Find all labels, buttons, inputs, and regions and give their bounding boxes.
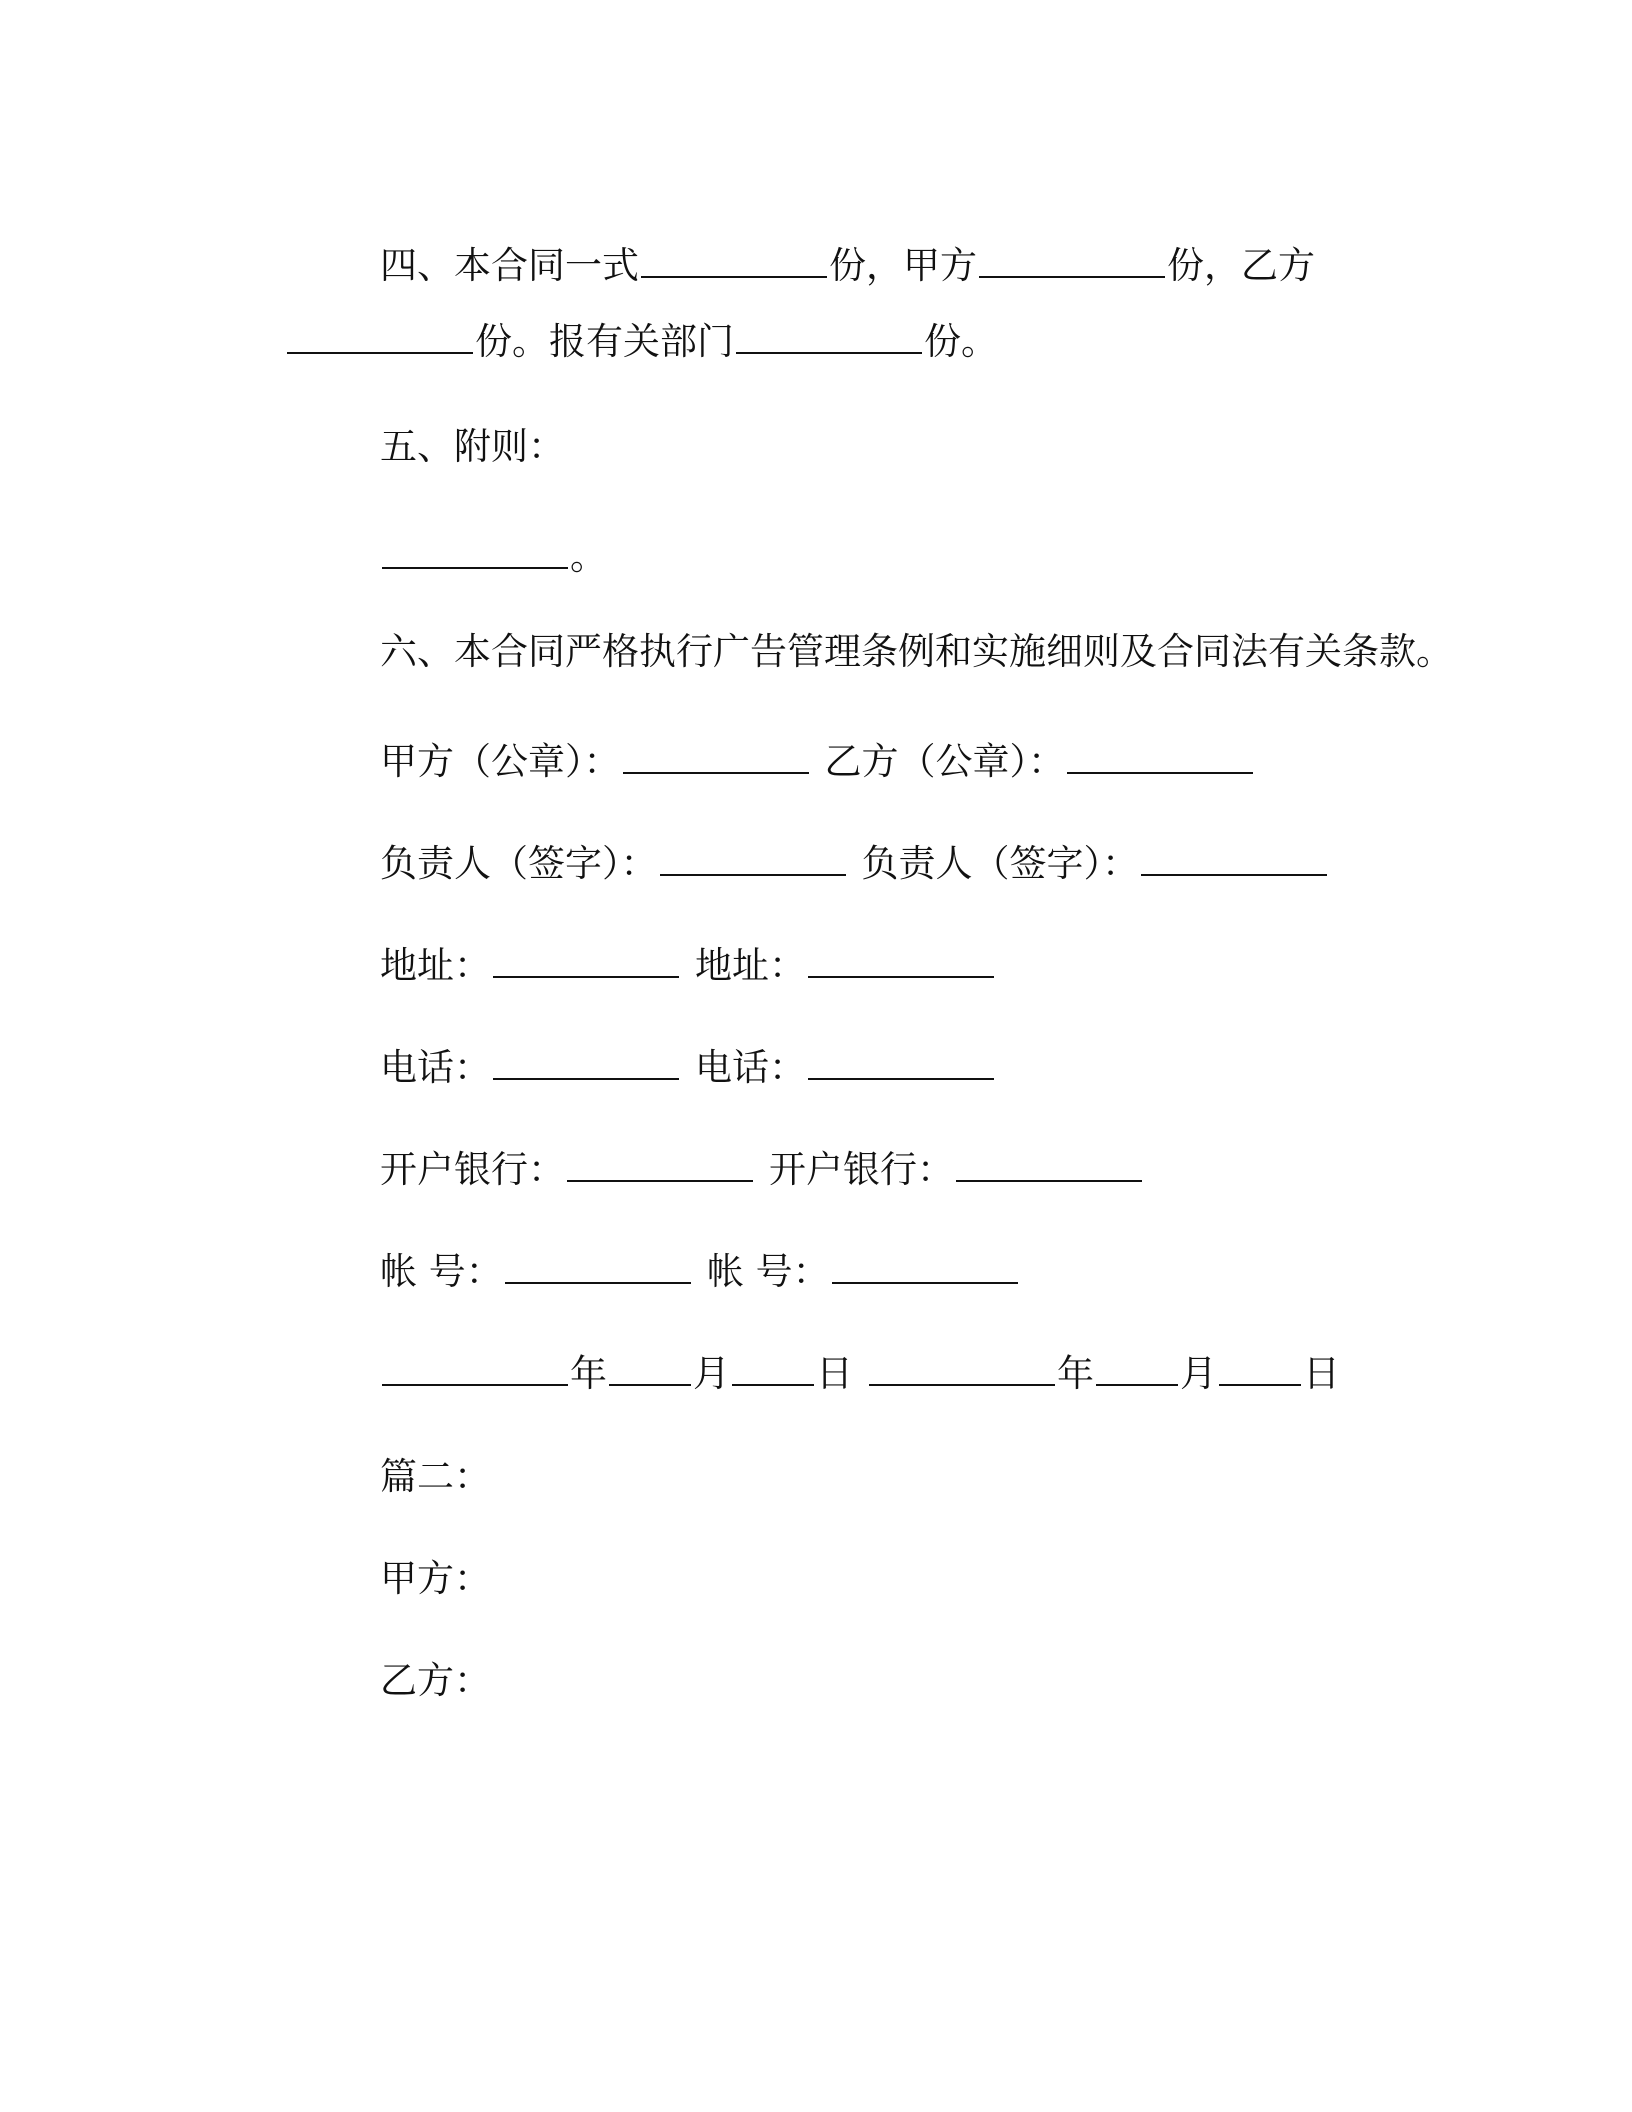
clause4-text: 份。报有关部门 <box>475 320 735 363</box>
party-a-bank-label: 开户银行： <box>380 1148 566 1191</box>
party-a-account-label: 帐 号： <box>380 1250 503 1293</box>
party-b-representative-label: 负责人（签字）： <box>861 842 1140 885</box>
party-b-seal-blank[interactable] <box>1067 742 1253 774</box>
party-a-address-label: 地址： <box>380 944 492 987</box>
party-a-seal-blank[interactable] <box>623 742 809 774</box>
party-a-phone-label: 电话： <box>380 1046 492 1089</box>
party-a-year-blank[interactable] <box>382 1354 568 1386</box>
period-mark: 。 <box>570 535 608 578</box>
party-b-day-blank[interactable] <box>1219 1354 1301 1386</box>
appendix-blank[interactable] <box>382 537 568 569</box>
party-a-representative-label: 负责人（签字）： <box>380 842 658 885</box>
clause4-text: 份。 <box>924 320 999 363</box>
party-b-bank-blank[interactable] <box>956 1150 1142 1182</box>
copies-party-b-blank[interactable] <box>287 322 473 354</box>
party-a-day-blank[interactable] <box>732 1354 814 1386</box>
copies-department-blank[interactable] <box>736 322 922 354</box>
clause6-text: 六、本合同严格执行广告管理条例和实施细则及合同法有关条款。 <box>380 630 1454 673</box>
clause4-text: 四、本合同一式 <box>380 244 640 287</box>
party-b-bank-label: 开户银行： <box>769 1148 955 1191</box>
party-b-address-blank[interactable] <box>808 946 994 978</box>
party-b-representative-blank[interactable] <box>1141 844 1327 876</box>
party-b-phone-label: 电话： <box>695 1046 807 1089</box>
month-label: 月 <box>693 1352 731 1395</box>
part2-heading-text: 篇二： <box>380 1455 492 1498</box>
copies-party-a-blank[interactable] <box>979 246 1165 278</box>
party-a-phone-blank[interactable] <box>493 1048 679 1080</box>
party-b-seal-label: 乙方（公章）： <box>824 740 1066 783</box>
year-label: 年 <box>1057 1352 1095 1395</box>
day-label: 日 <box>816 1352 854 1395</box>
year-label: 年 <box>570 1352 608 1395</box>
part2-party-b-label: 乙方： <box>380 1659 492 1702</box>
party-b-account-blank[interactable] <box>832 1252 1018 1284</box>
party-b-month-blank[interactable] <box>1096 1354 1178 1386</box>
clause4-text: 份，甲方 <box>829 244 978 287</box>
month-label: 月 <box>1180 1352 1218 1395</box>
party-b-address-label: 地址： <box>695 944 807 987</box>
party-a-address-blank[interactable] <box>493 946 679 978</box>
clause5-heading-text: 五、附则： <box>380 425 566 468</box>
party-b-phone-blank[interactable] <box>808 1048 994 1080</box>
clause4-text: 份，乙方 <box>1167 244 1316 287</box>
part2-party-a-label: 甲方： <box>380 1557 492 1600</box>
party-b-account-label: 帐 号： <box>706 1250 830 1293</box>
party-a-seal-label: 甲方（公章）： <box>380 740 621 783</box>
party-a-representative-blank[interactable] <box>660 844 846 876</box>
party-a-bank-blank[interactable] <box>567 1150 753 1182</box>
party-a-account-blank[interactable] <box>505 1252 691 1284</box>
party-a-month-blank[interactable] <box>609 1354 691 1386</box>
party-b-year-blank[interactable] <box>869 1354 1055 1386</box>
part2-party-b <box>333 1609 491 1753</box>
day-label: 日 <box>1303 1352 1341 1395</box>
